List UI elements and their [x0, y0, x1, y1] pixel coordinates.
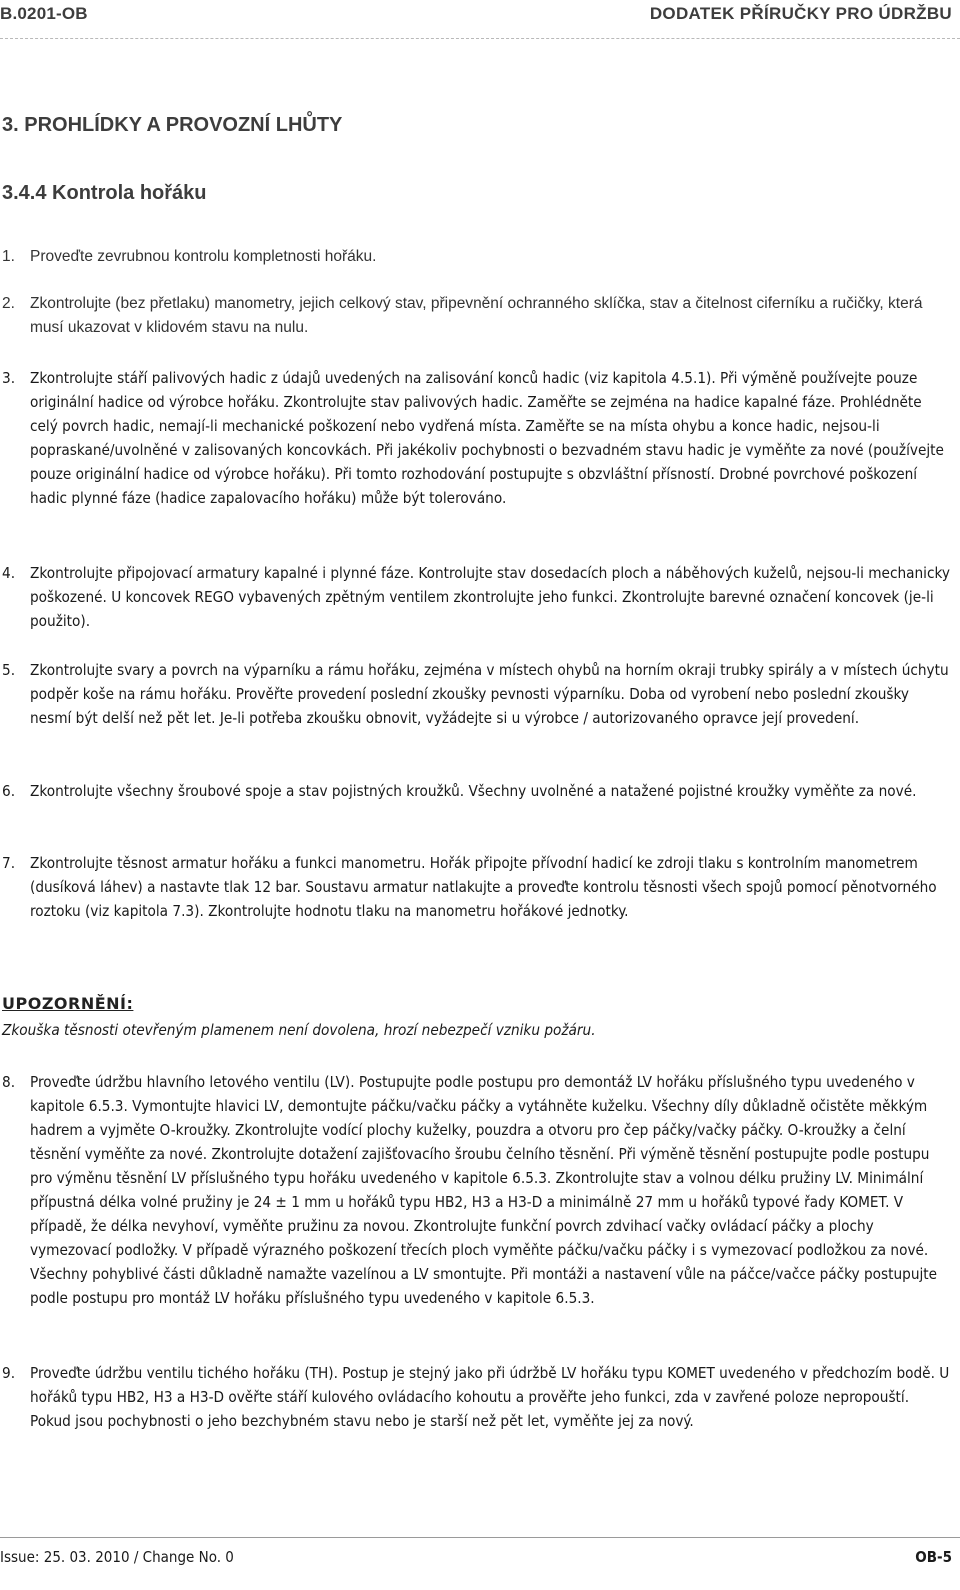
list-item-text: Zkontrolujte připojovací armatury kapalné i plynné fáze. Kontrolujte stav dosedacích ploch a náběhových kuželů, nejsou-li mechanicky poškozené. U koncovek REGO vybavených zpětným ventilem zkontrolujte jeho funkci. Zkontrolujte barevné označení koncovek (je-li použito).	[30, 564, 950, 630]
list-item-1	[2, 245, 950, 269]
list-item-number: 6.	[2, 782, 16, 800]
warning-text: Zkouška těsnosti otevřeným plamenem není dovolena, hrozí nebezpečí vzniku požáru.	[2, 1021, 596, 1039]
list-item-number: 8.	[2, 1073, 16, 1091]
list-item-8	[2, 1070, 950, 1310]
list-item-number: 3.	[2, 369, 16, 387]
list-item-number: 4.	[2, 564, 16, 582]
footer-divider	[0, 1537, 960, 1538]
list-item-9	[2, 1361, 950, 1433]
list-item-number: 1.	[2, 248, 15, 265]
list-item-text: Zkontrolujte těsnost armatur hořáku a funkci manometru. Hořák připojte přívodní hadicí ke zdroji tlaku s kontrolním manometrem (dusíková láhev) a nastavte tlak 12 bar. Soustavu armatur natlakujte a proveďte kontrolu těsnosti všech spojů pomocí pěnotvorného roztoku (viz kapitola 7.3). Zkontrolujte hodnotu tlaku na manometru hořákové jednotky.	[30, 854, 937, 920]
list-item-7	[2, 851, 950, 923]
list-item-number: 9.	[2, 1364, 16, 1382]
list-item-6	[2, 779, 950, 803]
list-item-number: 2.	[2, 295, 15, 312]
list-item-text: Zkontrolujte (bez přetlaku) manometry, jejich celkový stav, připevnění ochranného sklíčka, stav a čitelnost ciferníku a ručičky, která musí ukazovat v klidovém stavu na nulu.	[30, 295, 923, 336]
list-item-5	[2, 658, 950, 730]
warning-title: UPOZORNĚNÍ:	[2, 994, 134, 1013]
list-item-number: 7.	[2, 854, 16, 872]
list-item-text: Proveďte zevrubnou kontrolu kompletnosti hořáku.	[30, 248, 377, 265]
document-code: B.0201-OB	[0, 4, 88, 23]
list-item-number: 5.	[2, 661, 16, 679]
list-item-text: Proveďte údržbu ventilu tichého hořáku (TH). Postup je stejný jako při údržbě LV hořáku typu KOMET uvedeného v předchozím bodě. U hořáků typu HB2, H3 a H3-D ověřte stáří kulového ovládacího kohoutu a prověřte jeho funkci, zda v zavřené poloze nepropouští. Pokud jsou pochybnosti o jeho bezchybném stavu nebo je starší než pět let, vyměňte jej za nový.	[30, 1364, 950, 1430]
list-item-text: Zkontrolujte svary a povrch na výparníku a rámu hořáku, zejména v místech ohybů na horním okraji trubky spirály a v místech úchytu podpěr koše na rámu hořáku. Prověřte provedení poslední zkoušky pevnosti výparníku. Doba od vyrobení nebo poslední zkoušky nesmí být delší než pět let. Je-li potřeba zkoušku obnovit, vyžádejte si u výrobce / autorizovaného opravce její provedení.	[30, 661, 949, 727]
issue-info: Issue: 25. 03. 2010 / Change No. 0	[0, 1548, 234, 1566]
list-item-2	[2, 292, 950, 340]
list-item-text: Zkontrolujte stáří palivových hadic z údajů uvedených na zalisování konců hadic (viz kapitola 4.5.1). Při výměně používejte pouze originální hadice od výrobce hořáku. Zkontrolujte stav palivových hadic. Zaměřte se zejména na hadice kapalné fáze. Prohlédněte celý povrch hadic, nemají-li mechanické poškození nebo vydřená místa. Zaměřte se na místa ohybu a konce hadic, nejsou-li popraskané/uvolněné v zalisovaných koncovkách. Při jakékoliv pochybnosti o bezvadném stavu hadic je vyměňte za nové (používejte pouze originální hadice od výrobce hořáku). Při tomto rozhodování postupujte s obzvláštní přísností. Drobné povrchové poškození hadic plynné fáze (hadice zapalovacího hořáku) může být tolerováno.	[30, 369, 944, 507]
header-divider	[0, 38, 960, 39]
page-number: OB-5	[915, 1548, 952, 1566]
list-item-text: Zkontrolujte všechny šroubové spoje a stav pojistných kroužků. Všechny uvolněné a natažené pojistné kroužky vyměňte za nové.	[30, 782, 917, 800]
document-title: DODATEK PŘÍRUČKY PRO ÚDRŽBU	[649, 4, 952, 23]
list-item-text: Proveďte údržbu hlavního letového ventilu (LV). Postupujte podle postupu pro demontáž LV hořáku příslušného typu uvedeného v kapitole 6.5.3. Vymontujte hlavici LV, demontujte páčku/vačku páčky a vytáhněte kuželku. Všechny díly důkladně očistěte měkkým hadrem a vyjměte O-kroužky. Zkontrolujte vodící plochy kuželky, pouzdra a otvoru pro čep páčky/vačky páčky. O-kroužky a čelní těsnění vyměňte za nové. Zkontrolujte dotažení zajišťovacího šroubu čelního těsnění. Při výměně těsnění postupujte podle postupu pro výměnu těsnění LV příslušného typu hořáku uvedeného v kapitole 6.5.3. Zkontrolujte stav a volnou délku pružiny LV. Minimální přípustná délka volné pružiny je 24 ± 1 mm u hořáků typu HB2, H3 a H3-D a minimálně 27 mm u hořáků typové řady KOMET. V případě, že délka nevyhoví, vyměňte pružinu za novou. Zkontrolujte funkční povrch zdvihací vačky ovládací páčky a plochy vymezovací podložky. V případě výrazného poškození třecích ploch vyměňte páčku/vačku páčky i s vymezovací podložkou za nové. Všechny pohyblivé části důkladně namažte vazelínou a LV smontujte. Při montáži a nastavení vůle na páčce/vačce páčky postupujte podle postupu pro montáž LV hořáku příslušného typu uvedeného v kapitole 6.5.3.	[30, 1073, 938, 1307]
subsection-title: 3.4.4 Kontrola hořáku	[2, 182, 207, 204]
section-title: 3. PROHLÍDKY A PROVOZNÍ LHŮTY	[2, 114, 343, 136]
list-item-3	[2, 366, 950, 510]
list-item-4	[2, 561, 950, 633]
